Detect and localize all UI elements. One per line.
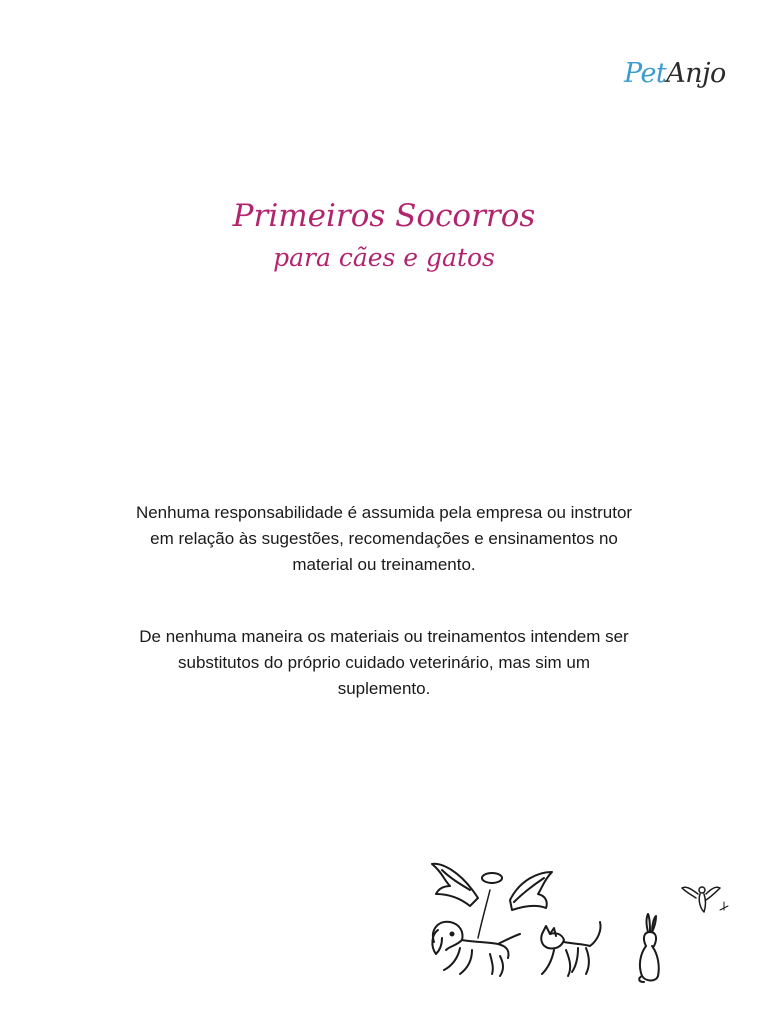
dog-icon: [432, 922, 520, 976]
disclaimer-paragraph-1: Nenhuma responsabilidade é assumida pela empresa ou instrutor em relação às sugestões, recomendações e ensinamentos no material ou treinamento.: [135, 503, 633, 574]
page-subtitle: para cães e gatos: [273, 243, 495, 272]
logo-pet-text: Pet: [624, 58, 667, 89]
title-block: [0, 196, 768, 276]
disclaimer-paragraph-2: De nenhuma maneira os materiais ou treinamentos intendem ser substitutos do próprio cuidado veterinário, mas sim um suplemento.: [139, 627, 629, 698]
pets-illustration: [420, 850, 740, 1000]
halo-icon: [482, 873, 502, 883]
page-title: Primeiros Socorros: [232, 198, 536, 234]
cat-icon: [541, 922, 600, 976]
logo-anjo-text: Anjo: [666, 58, 726, 89]
small-angel-icon: [682, 887, 728, 912]
rabbit-icon: [639, 914, 659, 982]
brand-logo: [624, 58, 726, 89]
angel-wings-icon: [432, 864, 552, 910]
